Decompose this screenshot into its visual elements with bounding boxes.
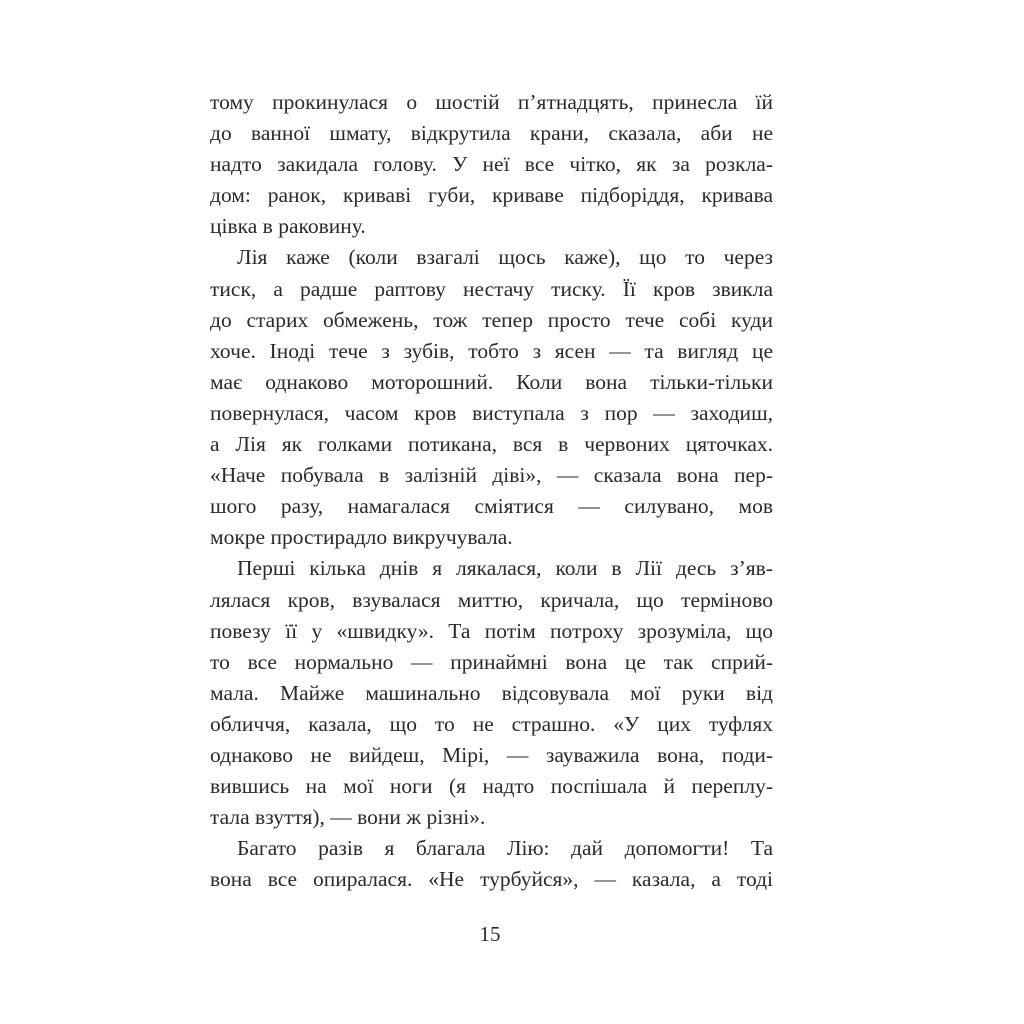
- text-line: повезу її у «швидку». Та потім потроху зрозуміла, що: [210, 618, 773, 643]
- paragraph-start-line: Перші кілька днів я лякалася, коли в Лії десь з’яв-: [237, 556, 773, 581]
- text-line: однаково не вийдеш, Мірі, — зауважила вона, поди-: [210, 742, 773, 767]
- text-line: надто закидала голову. У неї все чітко, як за розкла-: [210, 152, 773, 177]
- text-line: обличчя, казала, що то не страшно. «У цих туфлях: [210, 711, 773, 736]
- page-body-text: [210, 87, 773, 895]
- text-line: шого разу, намагалася сміятися — силувано, мов: [210, 494, 773, 519]
- text-line: хоче. Іноді тече з зубів, тобто з ясен — та вигляд це: [210, 338, 773, 363]
- page-number: 15: [479, 922, 501, 946]
- text-line: «Наче побувала в залізній діві», — сказала вона пер-: [210, 463, 773, 488]
- paragraph-start-line: Лія каже (коли взагалі щось каже), що то через: [237, 245, 773, 270]
- text-line: повернулася, часом кров виступала з пор — заходиш,: [210, 400, 773, 425]
- text-line: тала взуття), — вони ж різні».: [210, 805, 486, 830]
- text-line: вившись на мої ноги (я надто поспішала й переплу-: [210, 774, 773, 799]
- text-line: дом: ранок, криваві губи, криваве підборіддя, кривава: [210, 183, 773, 208]
- paragraph-start-line: Багато разів я благала Лію: дай допомогти! Та: [237, 836, 773, 861]
- text-line: тому прокинулася о шостій п’ятнадцять, принесла їй: [210, 90, 773, 114]
- text-line: а Лія як голками потикана, вся в червоних цяточках.: [210, 432, 773, 457]
- text-line: мокре простирадло викручувала.: [210, 525, 513, 550]
- text-line: мала. Майже машинально відсовувала мої руки від: [210, 680, 773, 705]
- text-line: лялася кров, взувалася миттю, кричала, що терміново: [210, 587, 773, 612]
- text-line: вона все опиралася. «Не турбуйся», — казала, а тоді: [210, 867, 773, 892]
- text-line: цівка в раковину.: [210, 214, 366, 239]
- text-line: тиск, а радше раптову нестачу тиску. Її кров звикла: [210, 276, 773, 301]
- text-line: то все нормально — принаймні вона це так сприй-: [210, 649, 773, 674]
- text-line: до старих обмежень, тож тепер просто тече собі куди: [210, 307, 773, 332]
- text-line: має однаково моторошний. Коли вона тільки-тільки: [210, 369, 773, 394]
- text-line: до ванної шмату, відкрутила крани, сказала, аби не: [210, 121, 773, 146]
